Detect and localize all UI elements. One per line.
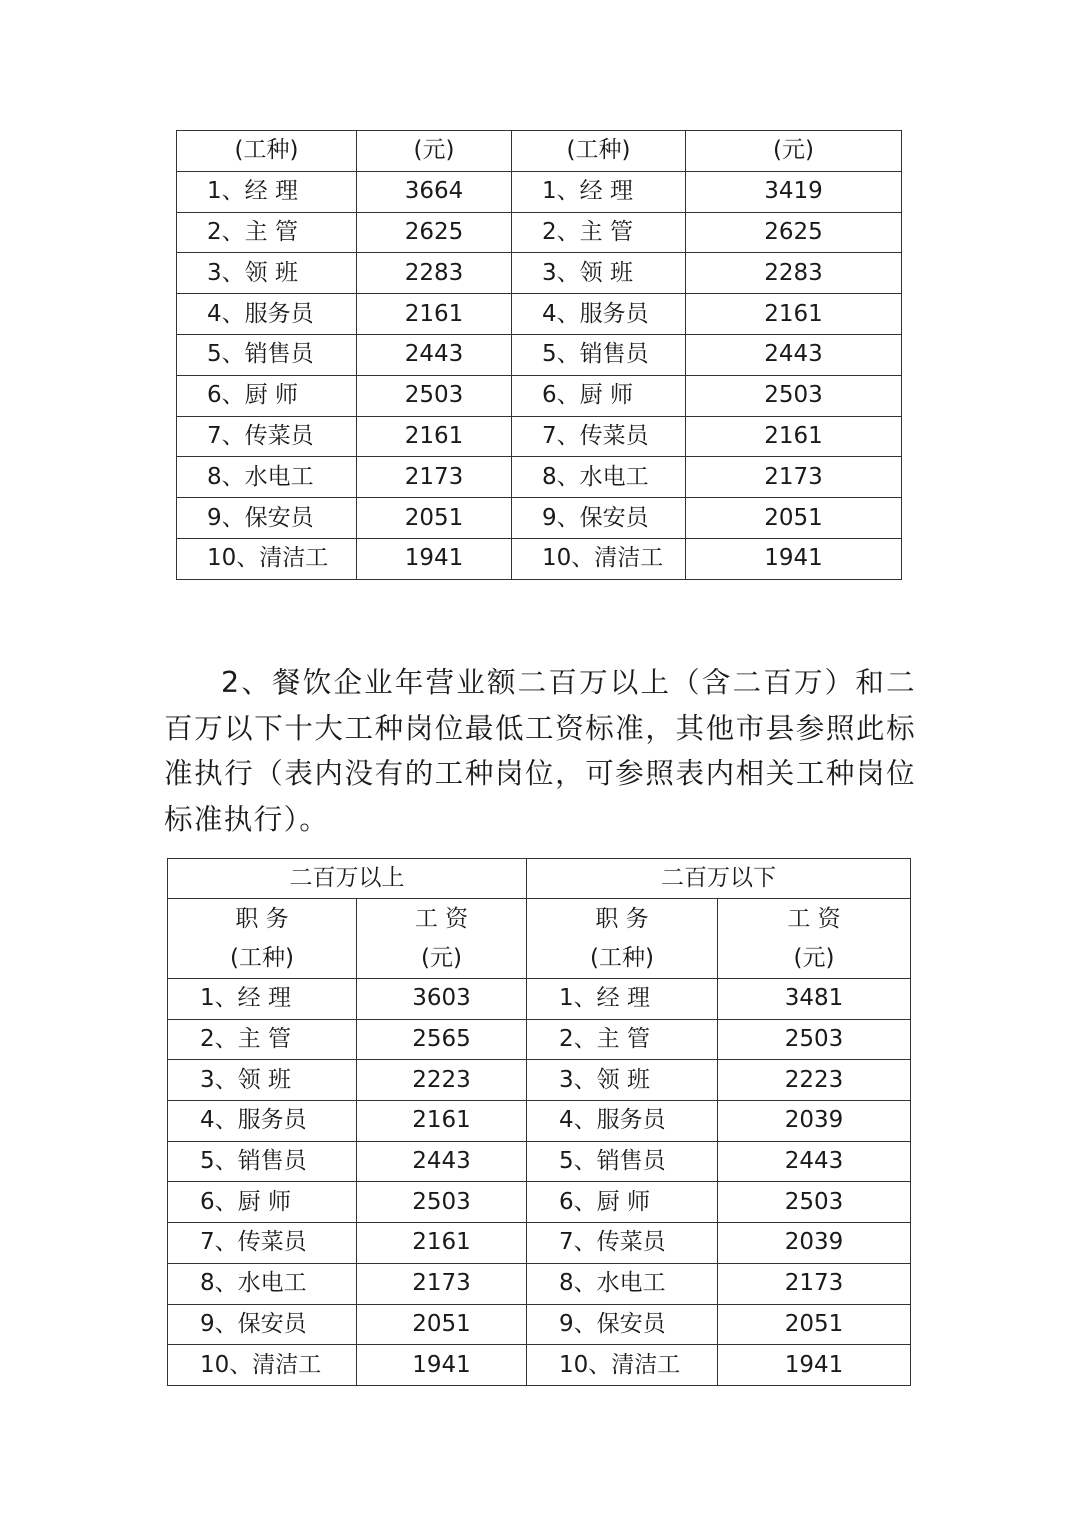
- wage-cell: 2173: [718, 1263, 911, 1304]
- job-title-cell: 4、服务员: [177, 294, 357, 335]
- wage-header-title: 工 资: [414, 905, 469, 932]
- group-header-above: 二百万以上: [168, 859, 527, 899]
- wage-cell: 2173: [357, 1263, 527, 1304]
- wage-cell: 3481: [718, 979, 911, 1020]
- job-title-cell: 1、经 理: [177, 171, 357, 212]
- job-title-cell: 2、主 管: [512, 212, 686, 253]
- wage-table-upper-body: [177, 131, 902, 580]
- job-header-unit: (工种): [590, 944, 654, 971]
- wage-cell: 2625: [357, 212, 512, 253]
- table-row: [168, 1141, 911, 1182]
- wage-table-lower: [167, 858, 911, 1386]
- job-title-cell: 3、领 班: [527, 1060, 718, 1101]
- wage-header: [718, 899, 911, 979]
- table-row: [177, 212, 902, 253]
- table-row: [177, 457, 902, 498]
- wage-cell: 2503: [718, 1182, 911, 1223]
- table-row: [168, 1060, 911, 1101]
- wage-cell: 2051: [357, 1304, 527, 1345]
- job-header-title: 职 务: [235, 905, 289, 932]
- job-title-cell: 6、厨 师: [512, 375, 686, 416]
- wage-cell: 2503: [718, 1019, 911, 1060]
- wage-header: (元): [686, 131, 902, 172]
- wage-cell: 2161: [357, 416, 512, 457]
- wage-cell: 2443: [718, 1141, 911, 1182]
- job-title-cell: 1、经 理: [512, 171, 686, 212]
- table-row: [168, 979, 911, 1020]
- wage-cell: 2161: [357, 294, 512, 335]
- wage-cell: 2051: [686, 498, 902, 539]
- wage-header: [357, 899, 527, 979]
- job-title-cell: 4、服务员: [512, 294, 686, 335]
- wage-cell: 2283: [686, 253, 902, 294]
- wage-cell: 2223: [357, 1060, 527, 1101]
- job-title-cell: 10、清洁工: [527, 1345, 718, 1386]
- wage-table-lower-body: [168, 859, 911, 1386]
- table-row: [177, 253, 902, 294]
- job-title-cell: 2、主 管: [177, 212, 357, 253]
- wage-cell: 2039: [718, 1101, 911, 1142]
- job-header-title: 职 务: [595, 905, 649, 932]
- table-row: [177, 294, 902, 335]
- job-title-cell: 8、水电工: [512, 457, 686, 498]
- table-row: [177, 334, 902, 375]
- wage-cell: 2283: [357, 253, 512, 294]
- wage-header: (元): [357, 131, 512, 172]
- wage-header-unit: (元): [421, 944, 462, 971]
- wage-cell: 2223: [718, 1060, 911, 1101]
- wage-cell: 2503: [686, 375, 902, 416]
- table-row: [168, 1304, 911, 1345]
- section-paragraph: 2、餐饮企业年营业额二百万以上（含二百万）和二百万以下十大工种岗位最低工资标准，其他市县参照此标准执行（表内没有的工种岗位，可参照表内相关工种岗位标准执行）。: [164, 666, 916, 836]
- job-title-cell: 9、保安员: [527, 1304, 718, 1345]
- job-title-cell: 5、销售员: [177, 334, 357, 375]
- wage-header-title: 工 资: [787, 905, 841, 932]
- wage-cell: 2161: [357, 1101, 527, 1142]
- job-title-cell: 5、销售员: [527, 1141, 718, 1182]
- column-header-row: [168, 899, 911, 979]
- wage-cell: 2161: [686, 416, 902, 457]
- wage-cell: 2443: [357, 1141, 527, 1182]
- job-title-cell: 3、领 班: [168, 1060, 357, 1101]
- wage-cell: 1941: [357, 538, 512, 579]
- table-row: [168, 1182, 911, 1223]
- job-title-cell: 5、销售员: [512, 334, 686, 375]
- wage-cell: 2503: [357, 375, 512, 416]
- job-title-cell: 10、清洁工: [177, 538, 357, 579]
- wage-cell: 1941: [718, 1345, 911, 1386]
- wage-cell: 2565: [357, 1019, 527, 1060]
- table-row: [177, 498, 902, 539]
- job-title-cell: 2、主 管: [168, 1019, 357, 1060]
- job-title-cell: 1、经 理: [527, 979, 718, 1020]
- wage-cell: 3664: [357, 171, 512, 212]
- job-title-cell: 9、保安员: [177, 498, 357, 539]
- wage-cell: 2173: [686, 457, 902, 498]
- job-header: (工种): [512, 131, 686, 172]
- job-header: (工种): [177, 131, 357, 172]
- table-row: [177, 375, 902, 416]
- job-title-cell: 3、领 班: [512, 253, 686, 294]
- wage-cell: 2161: [686, 294, 902, 335]
- job-title-cell: 10、清洁工: [168, 1345, 357, 1386]
- table-row: [168, 1345, 911, 1386]
- job-title-cell: 7、传菜员: [168, 1223, 357, 1264]
- job-title-cell: 7、传菜员: [512, 416, 686, 457]
- job-title-cell: 6、厨 师: [527, 1182, 718, 1223]
- wage-header-unit: (元): [793, 944, 835, 971]
- table-row: [168, 1223, 911, 1264]
- job-title-cell: 10、清洁工: [512, 538, 686, 579]
- wage-cell: 2443: [357, 334, 512, 375]
- wage-cell: 1941: [357, 1345, 527, 1386]
- wage-cell: 2039: [718, 1223, 911, 1264]
- group-header-below: 二百万以下: [527, 859, 911, 899]
- job-header-unit: (工种): [230, 944, 294, 971]
- wage-cell: 3419: [686, 171, 902, 212]
- wage-table-upper: [176, 130, 902, 580]
- table-row: [168, 1019, 911, 1060]
- job-title-cell: 1、经 理: [168, 979, 357, 1020]
- wage-cell: 2503: [357, 1182, 527, 1223]
- table-row: [168, 1101, 911, 1142]
- job-title-cell: 8、水电工: [177, 457, 357, 498]
- table-header-row: [177, 131, 902, 172]
- job-header: [168, 899, 357, 979]
- job-title-cell: 4、服务员: [527, 1101, 718, 1142]
- wage-cell: 2443: [686, 334, 902, 375]
- job-title-cell: 7、传菜员: [177, 416, 357, 457]
- wage-cell: 3603: [357, 979, 527, 1020]
- wage-cell: 2051: [357, 498, 512, 539]
- job-title-cell: 6、厨 师: [168, 1182, 357, 1223]
- job-title-cell: 9、保安员: [168, 1304, 357, 1345]
- wage-cell: 2161: [357, 1223, 527, 1264]
- wage-cell: 1941: [686, 538, 902, 579]
- job-title-cell: 8、水电工: [168, 1263, 357, 1304]
- job-title-cell: 2、主 管: [527, 1019, 718, 1060]
- job-title-cell: 9、保安员: [512, 498, 686, 539]
- table-row: [168, 1263, 911, 1304]
- wage-cell: 2625: [686, 212, 902, 253]
- job-title-cell: 7、传菜员: [527, 1223, 718, 1264]
- table-row: [177, 171, 902, 212]
- wage-cell: 2051: [718, 1304, 911, 1345]
- group-header-row: [168, 859, 911, 899]
- job-title-cell: 8、水电工: [527, 1263, 718, 1304]
- table-row: [177, 416, 902, 457]
- job-title-cell: 3、领 班: [177, 253, 357, 294]
- job-title-cell: 5、销售员: [168, 1141, 357, 1182]
- table-row: [177, 538, 902, 579]
- job-title-cell: 4、服务员: [168, 1101, 357, 1142]
- job-header: [527, 899, 718, 979]
- wage-cell: 2173: [357, 457, 512, 498]
- job-title-cell: 6、厨 师: [177, 375, 357, 416]
